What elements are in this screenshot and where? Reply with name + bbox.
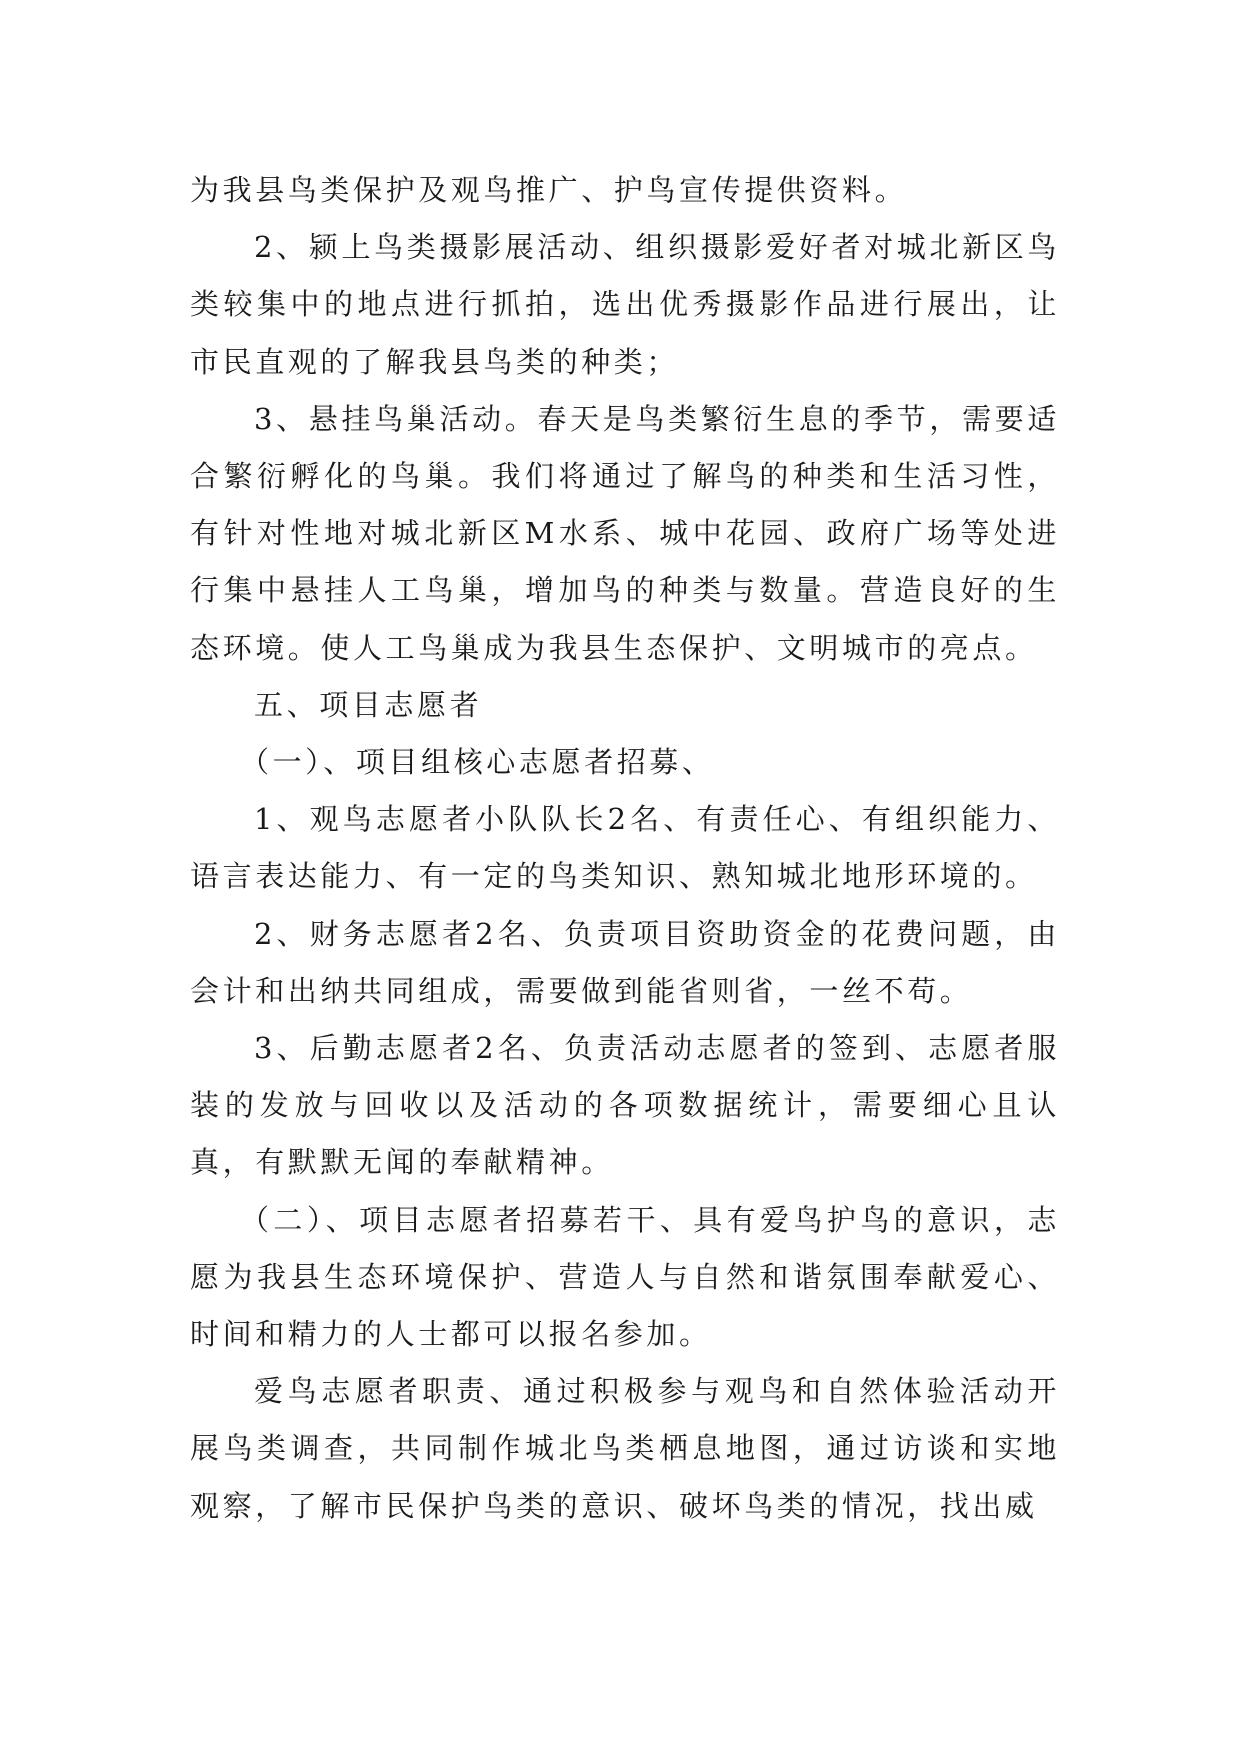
paragraph-volunteer-duties: 爱鸟志愿者职责、通过积极参与观鸟和自然体验活动开展鸟类调查，共同制作城北鸟类栖息地图，通过访谈和实地观察，了解市民保护鸟类的意识、破坏鸟类的情况，找出威 xyxy=(190,1374,1060,1523)
paragraph-continuation: 为我县鸟类保护及观鸟推广、护鸟宣传提供资料。 xyxy=(190,173,908,207)
paragraph-logistics-volunteer: 3、后勤志愿者2名、负责活动志愿者的签到、志愿者服装的发放与回收以及活动的各项数据统计，需要细心且认真，有默默无闻的奉献精神。 xyxy=(190,1031,1060,1180)
paragraph-team-leader: 1、观鸟志愿者小队队长2名、有责任心、有组织能力、语言表达能力、有一定的鸟类知识、熟知城北地形环境的。 xyxy=(190,802,1060,894)
document-body xyxy=(190,162,1060,1535)
section-heading-volunteers: 五、项目志愿者 xyxy=(254,687,483,722)
paragraph-finance-volunteer: 2、财务志愿者2名、负责项目资助资金的花费问题，由会计和出纳共同组成，需要做到能省则省，一丝不苟。 xyxy=(190,916,1060,1008)
paragraph-general-volunteers: （二）、项目志愿者招募若干、具有爱鸟护鸟的意识，志愿为我县生态环境保护、营造人与自然和谐氛围奉献爱心、时间和精力的人士都可以报名参加。 xyxy=(190,1202,1060,1352)
paragraph-bird-nest: 3、悬挂鸟巢活动。春天是鸟类繁衍生息的季节，需要适合繁衍孵化的鸟巢。我们将通过了解鸟的种类和生活习性，有针对性地对城北新区M水系、城中花园、政府广场等处进行集中悬挂人工鸟巢，增加鸟的种类与数量。营造良好的生态环境。使人工鸟巢成为我县生态保护、文明城市的亮点。 xyxy=(190,401,1060,665)
subsection-heading-core-volunteers: （一）、项目组核心志愿者招募、 xyxy=(240,745,715,780)
paragraph-photo-exhibition: 2、颍上鸟类摄影展活动、组织摄影爱好者对城北新区鸟类较集中的地点进行抓拍，选出优秀摄影作品进行展出，让市民直观的了解我县鸟类的种类； xyxy=(190,230,1060,379)
